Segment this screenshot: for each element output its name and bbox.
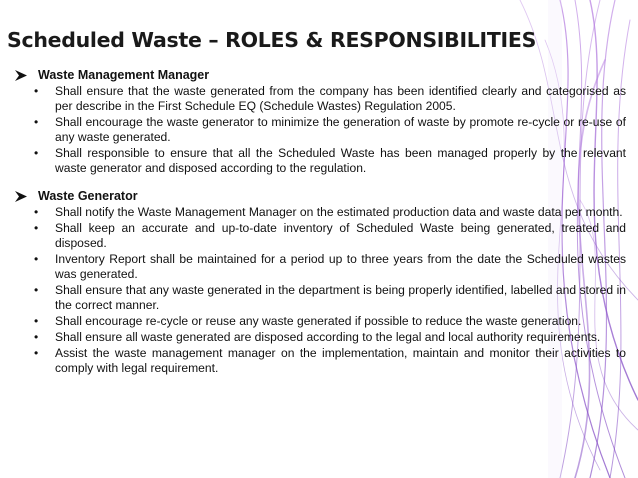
slide-content: [14, 68, 626, 389]
bullet-dot-icon: •: [34, 329, 39, 344]
bullet-dot-icon: •: [34, 145, 39, 160]
bullet-dot-icon: •: [34, 313, 39, 328]
page-title: Scheduled Waste – ROLES & RESPONSIBILITIES: [7, 28, 537, 52]
section-waste-management-manager: [14, 68, 626, 175]
list-item: • Shall keep an accurate and up-to-date inventory of Scheduled Waste being generated, treated and disposed.: [34, 221, 626, 251]
bullet-dot-icon: •: [34, 221, 39, 236]
bullet-list: [14, 205, 626, 375]
arrow-bullet-icon: [14, 69, 28, 82]
list-item: • Shall encourage re-cycle or reuse any waste generated if possible to reduce the waste generation.: [34, 313, 582, 328]
bullet-dot-icon: •: [34, 84, 39, 98]
bullet-list: [14, 84, 626, 175]
list-item: • Shall encourage the waste generator to minimize the generation of waste by promote re-cycle or re-use of any waste generated.: [34, 114, 626, 144]
section-waste-generator: [14, 189, 626, 375]
bullet-dot-icon: •: [34, 252, 39, 267]
list-item: • Shall ensure that any waste generated in the department is being properly identified, labelled and stored in the correct manner.: [34, 282, 626, 312]
section-heading: Waste Generator: [38, 189, 138, 204]
list-item: • Inventory Report shall be maintained for a period up to three years from the date the Scheduled wastes was generated.: [34, 252, 626, 282]
section-heading: Waste Management Manager: [38, 68, 210, 82]
list-item: • Shall ensure all waste generated are disposed according to the legal and local authority requirements.: [34, 329, 601, 344]
list-item: • Shall notify the Waste Management Manager on the estimated production data and waste data per month.: [34, 205, 623, 220]
list-item: • Shall responsible to ensure that all the Scheduled Waste has been managed properly by the relevant waste generator and disposed according to the regulation.: [34, 145, 626, 175]
bullet-dot-icon: •: [34, 282, 39, 297]
bullet-dot-icon: •: [34, 345, 39, 360]
list-item: • Shall ensure that the waste generated from the company has been identified clearly and categorised as per describe in the First Schedule EQ (Schedule Wastes) Regulation 2005.: [34, 84, 626, 113]
arrow-bullet-icon: [14, 190, 28, 203]
bullet-dot-icon: •: [34, 205, 39, 220]
bullet-dot-icon: •: [34, 114, 39, 129]
list-item: • Assist the waste management manager on the implementation, maintain and monitor their activities to comply with legal requirement.: [34, 345, 626, 375]
